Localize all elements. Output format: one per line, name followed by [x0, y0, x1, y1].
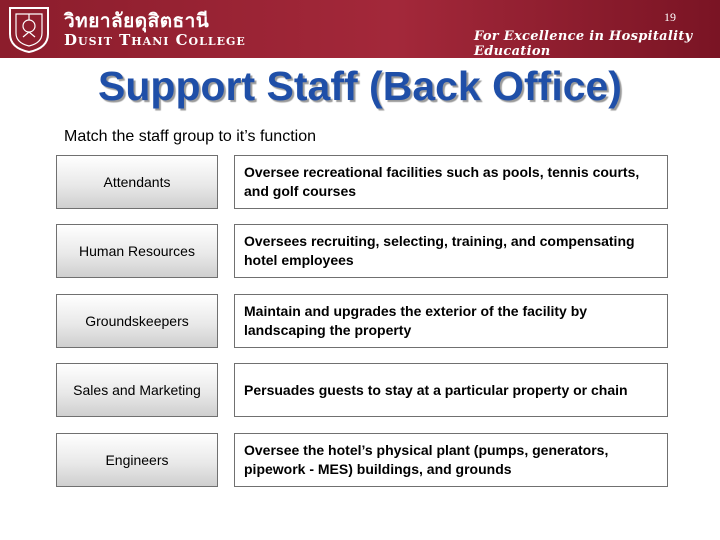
staff-group-box: Engineers [56, 433, 218, 487]
function-box: Maintain and upgrades the exterior of the facility by landscaping the property [234, 294, 668, 348]
function-box: Oversee recreational facilities such as pools, tennis courts, and golf courses [234, 155, 668, 209]
staff-group-box: Human Resources [56, 224, 218, 278]
crest-logo-icon [6, 4, 52, 54]
instruction-text: Match the staff group to it’s function [64, 128, 316, 145]
college-tagline: For Excellence in Hospitality Education [474, 29, 693, 59]
function-box: Persuades guests to stay at a particular property or chain [234, 363, 668, 417]
staff-group-box: Sales and Marketing [56, 363, 218, 417]
staff-group-box: Groundskeepers [56, 294, 218, 348]
header-banner [0, 0, 720, 58]
page-title: Support Staff (Back Office) [98, 63, 622, 109]
staff-group-box: Attendants [56, 155, 218, 209]
function-box: Oversee the hotel’s physical plant (pumps, generators, pipework - MES) buildings, and grounds [234, 433, 668, 487]
function-box: Oversees recruiting, selecting, training, and compensating hotel employees [234, 224, 668, 278]
college-name-english: Dusit Thani College [64, 31, 246, 49]
college-name-thai: วิทยาลัยดุสิตธานี [64, 10, 210, 32]
page-number: 19 [664, 10, 676, 24]
